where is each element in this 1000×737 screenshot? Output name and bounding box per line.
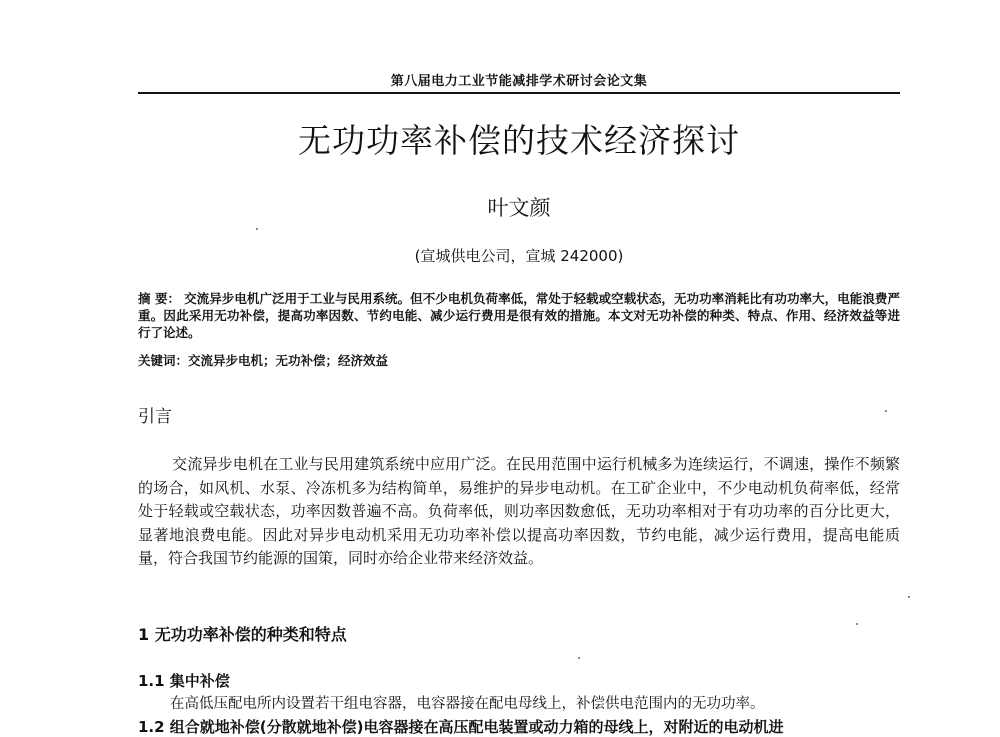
paper-title: 无功功率补偿的技术经济探讨 [298,121,740,160]
scan-speck [256,228,258,230]
scan-speck [856,623,858,625]
section-1-heading: 1 无功功率补偿的种类和特点 [138,625,347,644]
scan-speck [908,596,910,598]
intro-paragraph [138,453,900,571]
keywords [138,352,900,369]
scan-speck [885,410,887,412]
header-rule [138,92,900,94]
section-1-2-heading: 1.2 组合就地补偿(分散就地补偿)电容器接在高压配电装置或动力箱的母线上，对附近的电动机进 [138,718,784,736]
section-1-1-heading: 1.1 集中补偿 [138,672,230,690]
keywords-label: 关键词： [138,353,189,368]
intro-heading: 引言 [138,407,172,427]
abstract-label: 摘 要： [138,291,181,306]
abstract [138,290,900,341]
abstract-text: 交流异步电机广泛用于工业与民用系统。但不少电机负荷率低，常处于轻载或空载状态，无功功率消耗比有功功率大，电能浪费严重。因此采用无功补偿，提高功率因数、节约电能、减少运行费用是很有效的措施。本文对无功补偿的种类、特点、作用、经济效益等进行了论述。 [138,291,900,340]
intro-paragraph-text: 交流异步电机在工业与民用建筑系统中应用广泛。在民用范围中运行机械多为连续运行，不调速，操作不频繁的场合，如风机、水泵、冷冻机多为结构简单，易维护的异步电动机。在工矿企业中，不少电动机负荷率低，经常处于轻载或空载状态，功率因数普遍不高。负荷率低，则功率因数愈低，无功功率相对于有功功率的百分比更大，显著地浪费电能。因此对异步电动机采用无功功率补偿以提高功率因数，节约电能，减少运行费用，提高电能质量，符合我国节约能源的国策，同时亦给企业带来经济效益。 [138,455,900,567]
keywords-text: 交流异步电机；无功补偿；经济效益 [188,353,389,368]
paper-affiliation: (宣城供电公司，宣城 242000) [414,247,624,265]
paper-author: 叶文颜 [487,196,551,220]
section-1-1-text: 在高低压配电所内设置若干组电容器，电容器接在配电母线上，补偿供电范围内的无功功率。 [170,696,765,712]
scan-speck [578,657,580,659]
running-header: 第八届电力工业节能减排学术研讨会论文集 [390,74,648,89]
